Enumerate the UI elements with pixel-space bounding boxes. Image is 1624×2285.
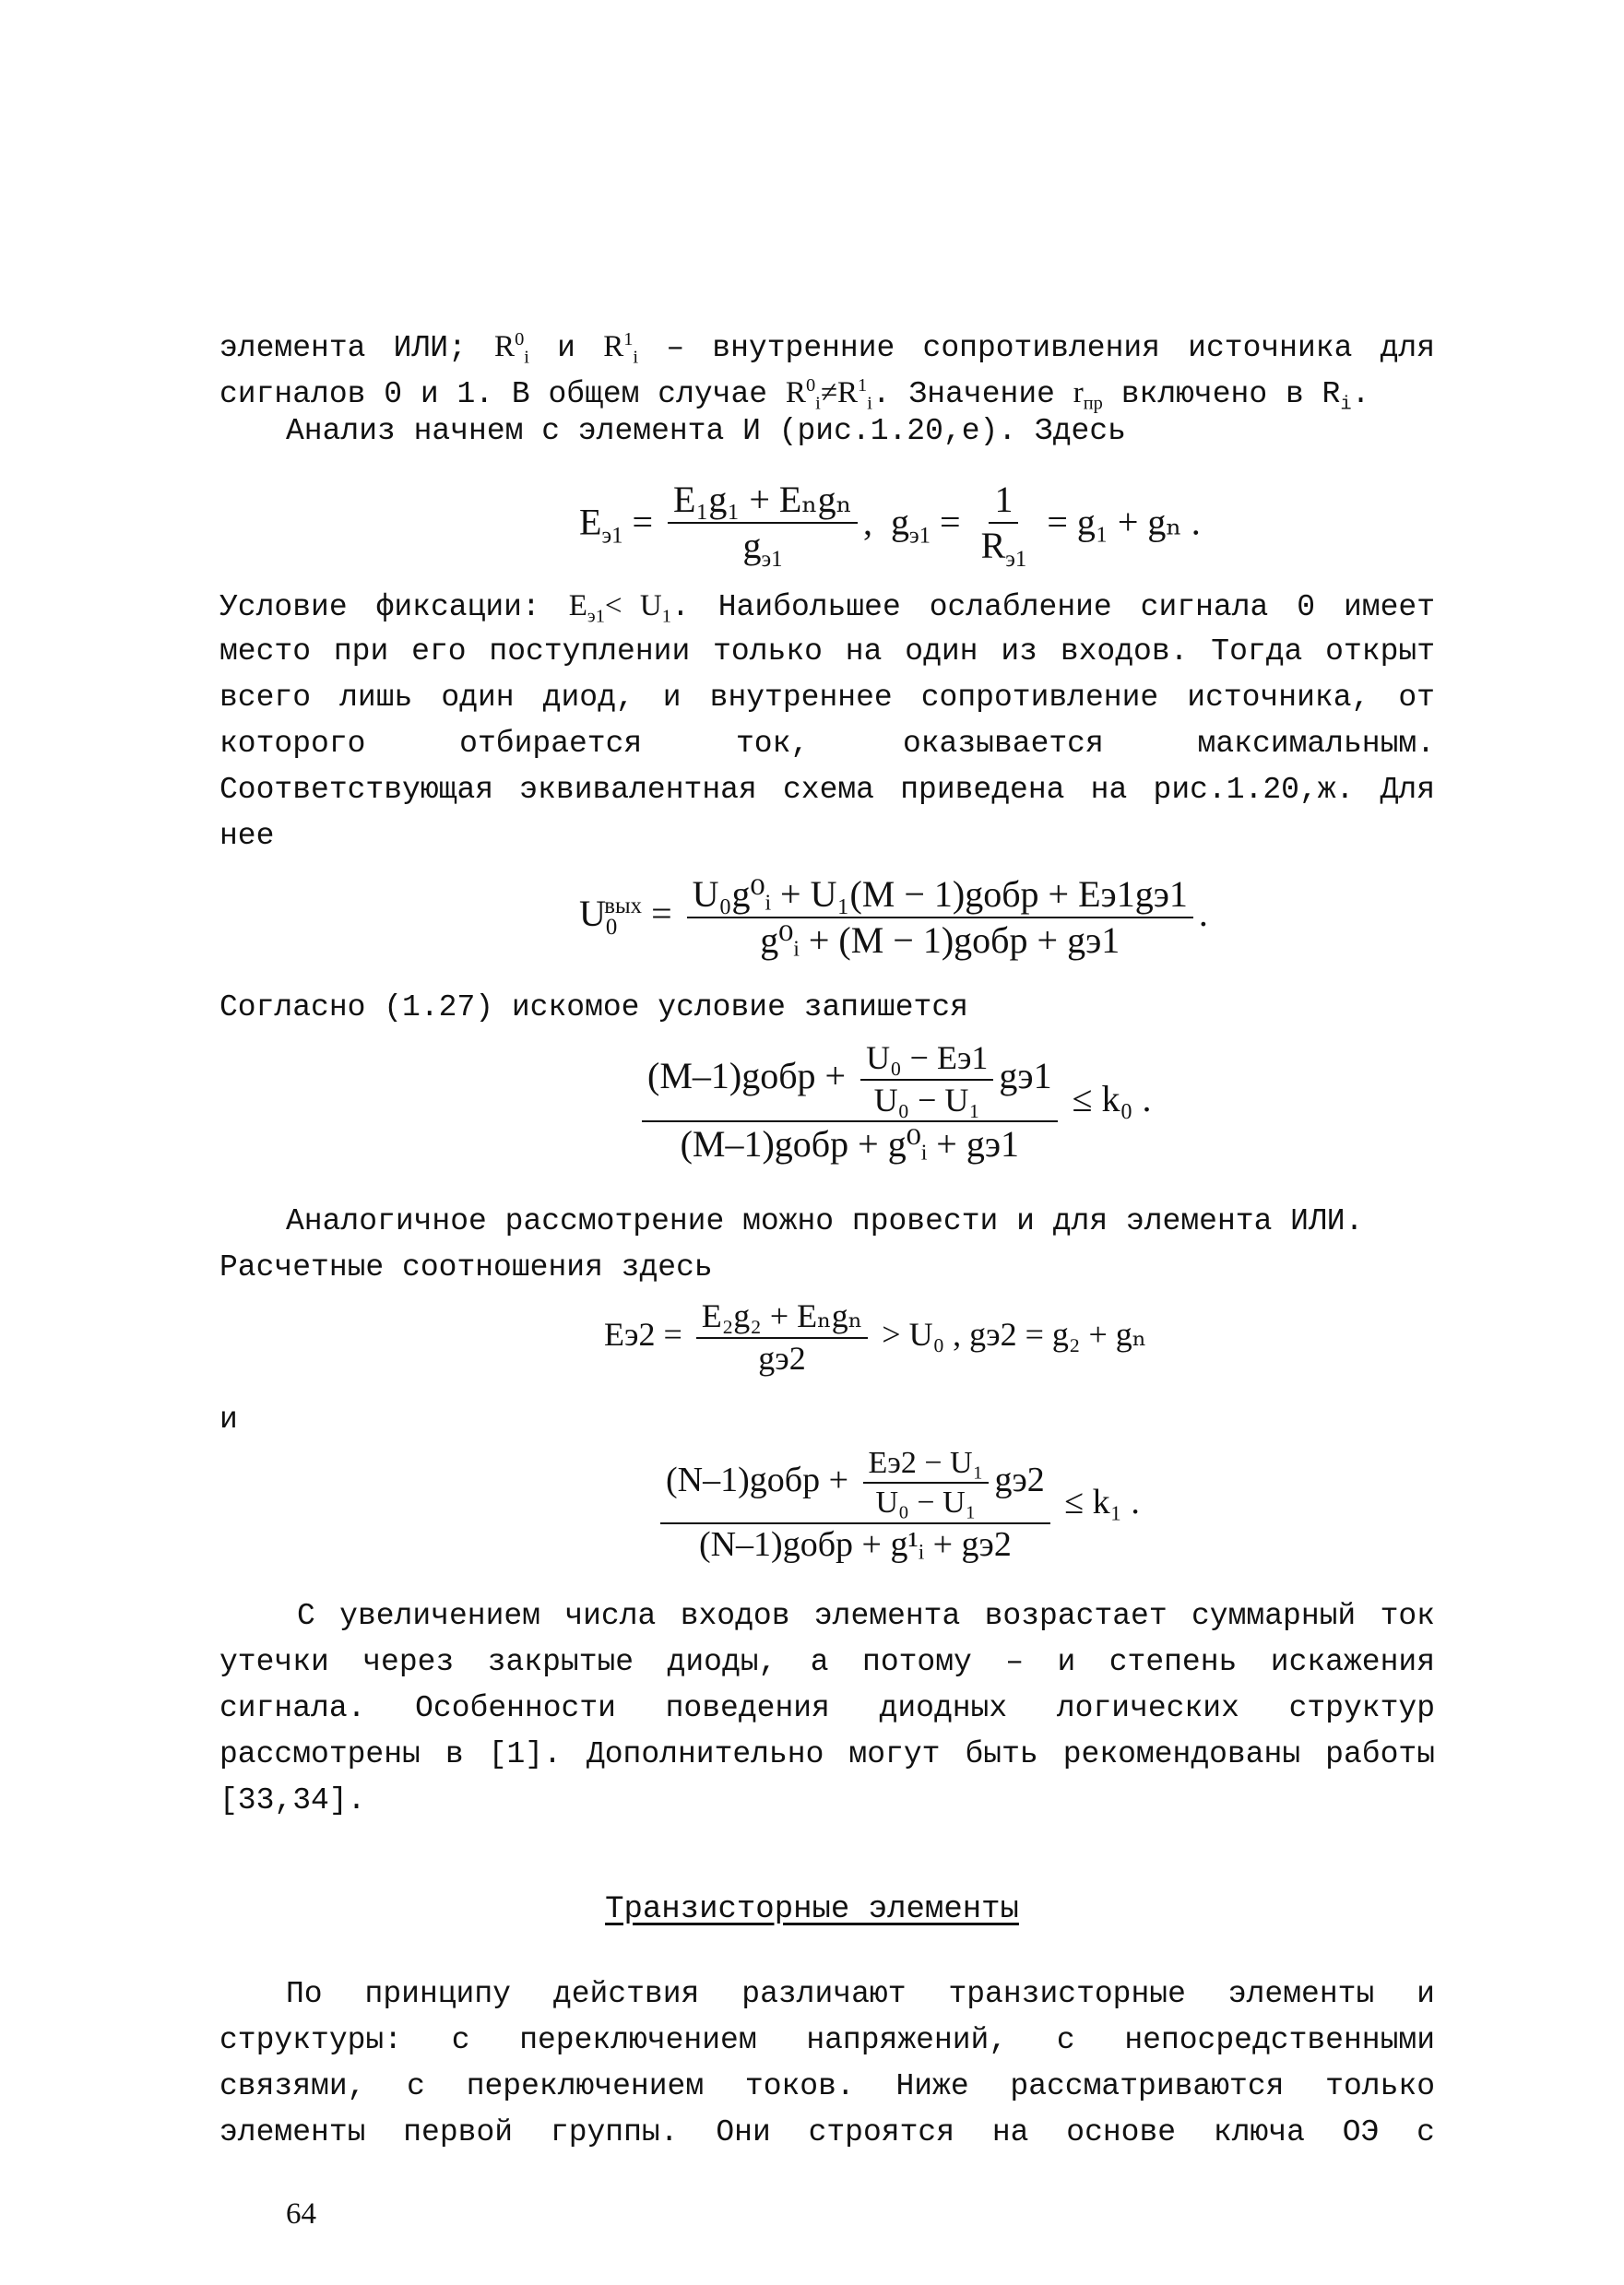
paragraph-3-line-1: Условие фиксации: $E_{э1}< U_1$. Наибольшее ослабление сигнала 0 имеет [219, 589, 1436, 627]
text-fragment: включено в R [1120, 377, 1341, 411]
equation-3: (M–1)gобр + $\frac{\text{U₀ − Eэ1}}{\text{U₀ − U₁}}$ gэ1 (M–1)gобр + g⁰ᵢ + gэ1 ≤ k₀ . [636, 1040, 1152, 1165]
paragraph-5-line-1: Аналогичное рассмотрение можно провести и для элемента ИЛИ. [286, 1204, 1364, 1238]
fraction: $\frac{1}{R_{э1}}$ [980, 479, 1027, 572]
page-number: 64 [286, 2197, 316, 2231]
paragraph-6-line-2: утечки через закрытые диоды, а потому – и степень искажения [219, 1645, 1435, 1679]
paragraph-4: Согласно (1.27) искомое условие запишется [219, 990, 968, 1024]
section-heading: Транзисторные элементы [605, 1892, 1019, 1927]
paragraph-6-line-3: сигнала. Особенности поведения диодных логических структур [219, 1691, 1435, 1725]
paragraph-3-line-6: нее [219, 819, 275, 853]
paragraph-6-line-1: С увеличением числа входов элемента возрастает суммарный ток [297, 1599, 1435, 1633]
and-line: и [219, 1403, 238, 1437]
fraction: (M–1)gобр + $\frac{\text{U₀ − Eэ1}}{\text{U₀ − U₁}}$ gэ1 (M–1)gобр + g⁰ᵢ + gэ1 [642, 1040, 1058, 1165]
text-fragment: – внутренние сопротивления источника для [666, 331, 1435, 365]
fraction: (N–1)gобр + $\frac{\text{Eэ2 − U₁}}{\text{U₀ − U₁}}$ gэ2 (N–1)gобр + g¹ᵢ + gэ2 [660, 1446, 1050, 1565]
paragraph-3-line-2: место при его поступлении только на один из входов. Тогда открыт [219, 634, 1435, 669]
paragraph-1-line-2: сигналов 0 и 1. В общем случае $R^0_i\ne R^1_i$. Значение $r_{пр}$ включено в $R_i$. [219, 375, 1370, 416]
equation-5: (N–1)gобр + $\frac{\text{Eэ2 − U₁}}{\text{U₀ − U₁}}$ gэ2 (N–1)gобр + g¹ᵢ + gэ2 ≤ k₁ . [655, 1446, 1140, 1565]
fraction: $\frac{\text{E₁g₁ + Eₙgₙ}}{g_{э1}}$ [668, 479, 858, 572]
r0-symbol: $R^0_i$ [494, 329, 529, 368]
paragraph-7-line-1: По принципу действия различают транзисторные элементы и [286, 1977, 1435, 2011]
paragraph-5-line-2: Расчетные соотношения здесь [219, 1250, 713, 1285]
text-fragment: . Значение [871, 377, 1055, 411]
equation-4: Eэ2 = $\frac{\text{E₂g₂ + Eₙgₙ}}{gэ2}$ > U₀ , gэ2 = g₂ + gₙ [604, 1297, 1147, 1377]
paragraph-7-line-4: элементы первой группы. Они строятся на основе ключа ОЭ с [219, 2115, 1435, 2149]
paragraph-3-line-4: которого отбирается ток, оказывается максимальным. [219, 727, 1435, 761]
equation-2: $U_0^{вых}$ = $\frac{\text{U₀g⁰ᵢ + U₁(M − 1)gобр + Eэ1gэ1}}{\text{g⁰ᵢ + (M − 1)gобр + gэ1}}$ . [579, 873, 1208, 961]
paragraph-6-line-4: рассмотрены в [1]. Дополнительно могут быть рекомендованы работы [219, 1737, 1435, 1771]
paragraph-3-line-3: всего лишь один диод, и внутреннее сопротивление источника, от [219, 681, 1435, 715]
r1-symbol: $R^1_i$ [603, 329, 639, 368]
rpr-symbol: $r_{пр}$ [1073, 376, 1103, 414]
r-inequality: $R^0_i\ne R^1_i$ [785, 375, 872, 414]
paragraph-7-line-3: связями, с переключением токов. Ниже рассматриваются только [219, 2069, 1435, 2103]
paragraph-7-line-2: структуры: с переключением напряжений, с непосредственными [219, 2023, 1435, 2057]
equation-1: $E_{э1}$ = $\frac{\text{E₁g₁ + Eₙgₙ}}{g_{э1}}$ , $g_{э1}$ = $\frac{1}{R_{э1}}$ = g₁ + gₙ . [579, 479, 1201, 572]
fraction: $\frac{\text{U₀g⁰ᵢ + U₁(M − 1)gобр + Eэ1gэ1}}{\text{g⁰ᵢ + (M − 1)gобр + gэ1}}$ [687, 874, 1193, 961]
text-fragment: элемента ИЛИ; [219, 331, 467, 365]
fraction: $\frac{\text{E₂g₂ + Eₙgₙ}}{gэ2}$ [696, 1298, 869, 1377]
paragraph-6-line-5: [33,34]. [219, 1783, 366, 1817]
paragraph-2: Анализ начнем с элемента И (рис.1.20,е). Здесь [286, 414, 1126, 448]
text-fragment: сигналов 0 и 1. В общем случае [219, 377, 768, 411]
text-fragment: и [557, 331, 575, 365]
paragraph-3-line-5: Соответствующая эквивалентная схема приведена на рис.1.20,ж. Для [219, 773, 1435, 807]
